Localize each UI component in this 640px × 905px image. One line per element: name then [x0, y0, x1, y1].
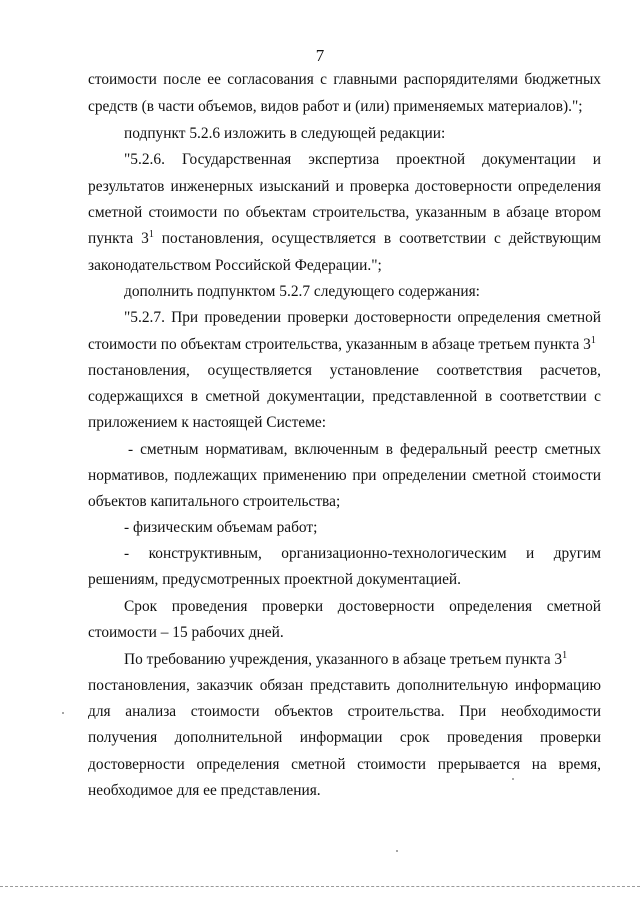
text-line: законодательством Российской Федерации."; [88, 257, 382, 274]
list-item: - конструктивным, организационно-технологическим и другим [124, 545, 601, 562]
scan-speck [62, 712, 64, 714]
text-line: постановления, осуществляется установление соответствия расчетов, [88, 362, 601, 379]
text-line: стоимости – 15 рабочих дней. [88, 624, 284, 641]
text-line: сметной стоимости по объектам строительства, указанным в абзаце втором [88, 204, 601, 221]
superscript: 1 [148, 228, 154, 240]
text-line: По требованию учреждения, указанного в абзаце третьем пункта $3^1$ [124, 649, 568, 668]
text-line: стоимости после ее согласования с главными распорядителями бюджетных [88, 71, 601, 88]
text-line: для анализа стоимости объектов строительства. При необходимости [88, 703, 601, 720]
text-line: необходимое для ее представления. [88, 782, 321, 799]
text-line: содержащихся в сметной документации, представленной в соответствии с [88, 388, 601, 405]
text-line: подпункт 5.2.6 изложить в следующей редакции: [124, 125, 446, 142]
superscript: 1 [562, 649, 568, 661]
text-line: "5.2.6. Государственная экспертиза проектной документации и [124, 151, 601, 168]
text-line: дополнить подпунктом 5.2.7 следующего содержания: [124, 283, 480, 300]
list-item: - сметным нормативам, включенным в федеральный реестр сметных [128, 441, 601, 458]
text-line: стоимости по объектам строительства, указанным в абзаце третьем пункта $3^1$ [88, 334, 596, 353]
scan-speck [512, 778, 514, 780]
list-item: - физическим объемам работ; [124, 519, 318, 536]
text-line: получения дополнительной информации срок проведения проверки [88, 729, 601, 746]
superscript: 1 [590, 334, 596, 346]
page-number: 7 [315, 46, 325, 65]
text-line: объектов капитального строительства; [88, 493, 341, 510]
text-line: пункта $3^1$ постановления, осуществляется в соответствии с действующим [88, 228, 602, 247]
scan-edge-line [0, 886, 640, 887]
text-line: постановления, заказчик обязан представить дополнительную информацию [88, 677, 601, 694]
text-line: результатов инженерных изысканий и проверка достоверности определения [88, 178, 601, 195]
text-line: средств (в части объемов, видов работ и (или) применяемых материалов)."; [88, 98, 583, 115]
text-line: решениям, предусмотренных проектной документацией. [88, 571, 462, 588]
text-line: нормативов, подлежащих применению при определении сметной стоимости [88, 467, 601, 484]
text-line: приложением к настоящей Системе: [88, 414, 327, 431]
text-line: "5.2.7. При проведении проверки достоверности определения сметной [124, 309, 601, 326]
text-line: Срок проведения проверки достоверности определения сметной [124, 598, 601, 615]
text-line: достоверности определения сметной стоимости прерывается на время, [88, 756, 601, 773]
scan-speck [396, 850, 398, 852]
